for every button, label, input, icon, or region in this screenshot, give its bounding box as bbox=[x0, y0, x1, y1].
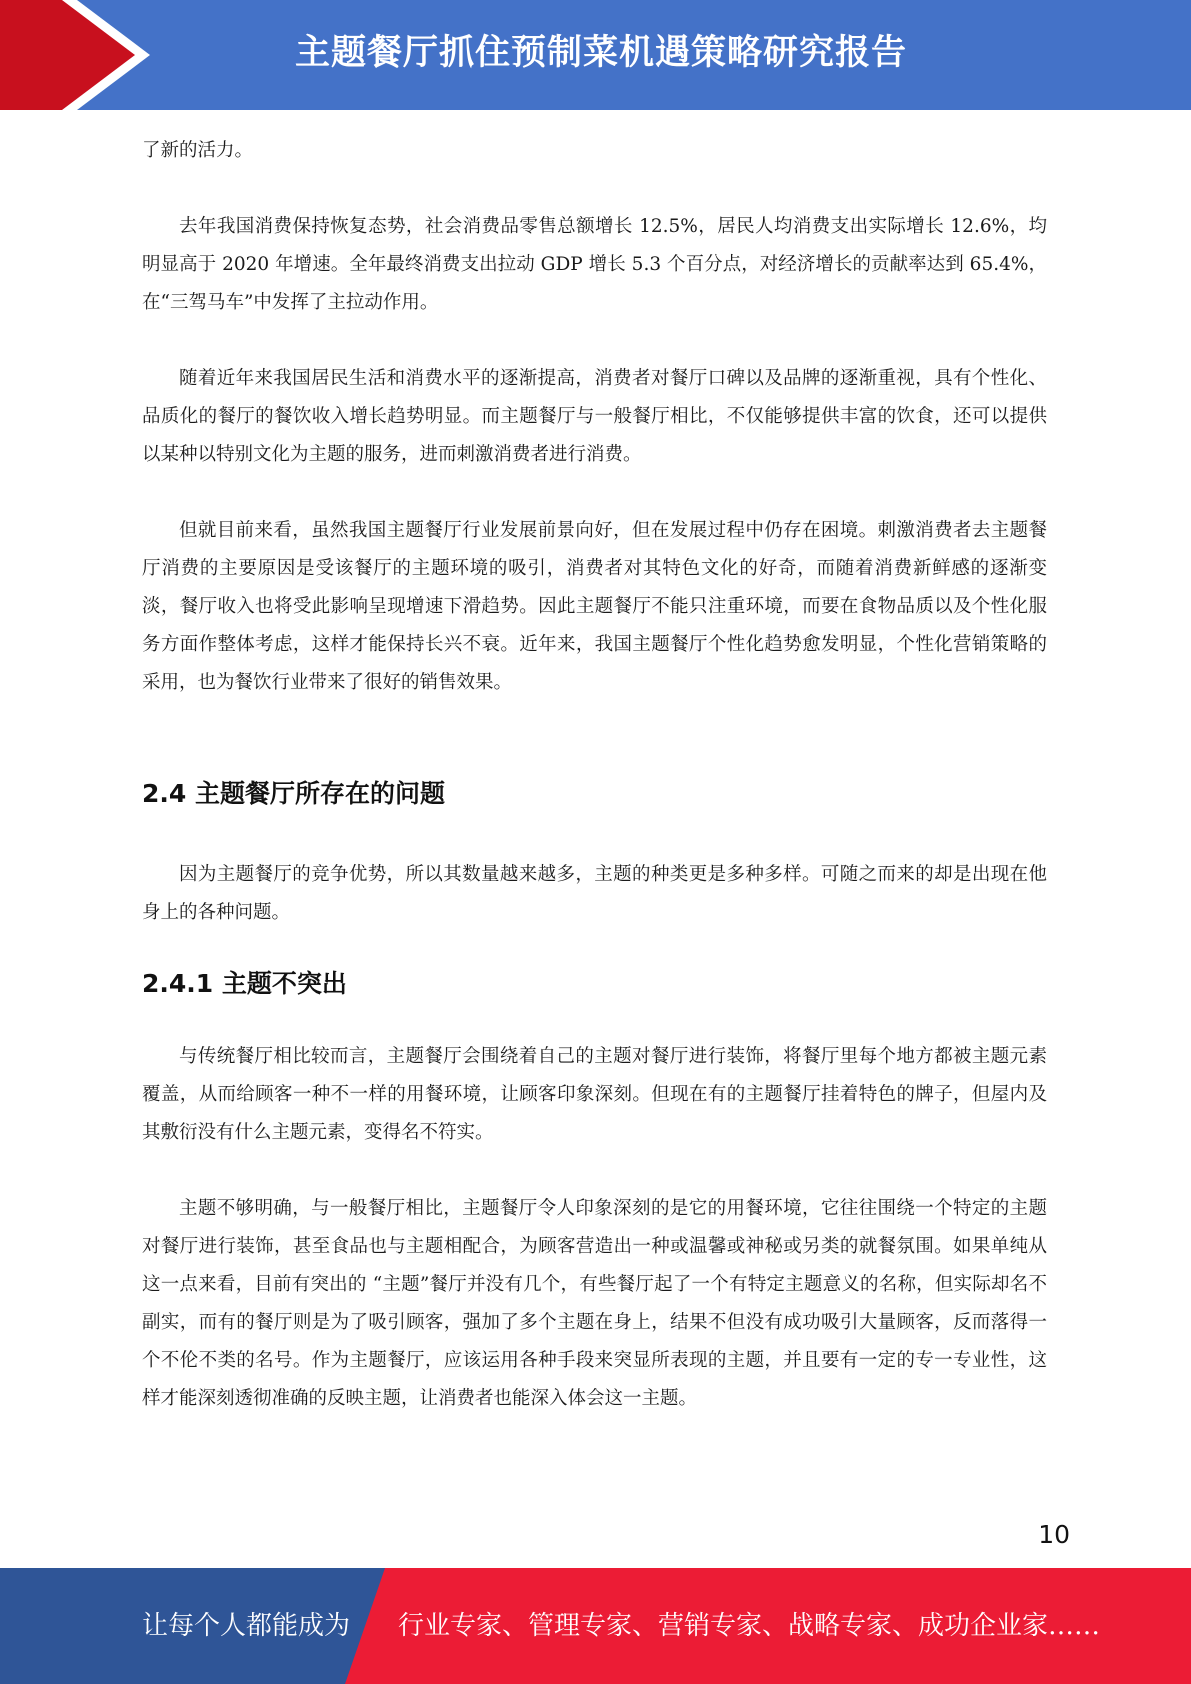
footer-slogan-left: 让每个人都能成为 bbox=[142, 1611, 351, 1641]
report-title: 主题餐厅抓住预制菜机遇策略研究报告 bbox=[295, 33, 908, 73]
footer-banner bbox=[0, 1568, 1191, 1684]
paragraph-theme-unclear: 主题不够明确，与一般餐厅相比，主题餐厅令人印象深刻的是它的用餐环境，它往往围绕一个特定的主题对餐厅进行装饰，甚至食品也与主题相配合，为顾客营造出一种或温馨或神秘或另类的就餐氛围。如果单纯从这一点来看，目前有突出的 “主题”餐厅并没有几个，有些餐厅起了一个有特定主题意义的名称，但实际却名不副实，而有的餐厅则是为了吸引顾客，强加了多个主题在身上，结果不但没有成功吸引大量顾客，反而落得一个不伦不类的名号。作为主题餐厅，应该运用各种手段来突显所表现的主题，并且要有一定的专一专业性，这样才能深刻透彻准确的反映主题，让消费者也能深入体会这一主题。 bbox=[142, 1198, 1047, 1409]
paragraph-industry-challenges: 但就目前来看，虽然我国主题餐厅行业发展前景向好，但在发展过程中仍存在困境。刺激消费者去主题餐厅消费的主要原因是受该餐厅的主题环境的吸引，消费者对其特色文化的好奇，而随着消费新鲜感的逐渐变淡，餐厅收入也将受此影响呈现增速下滑趋势。因此主题餐厅不能只注重环境，而要在食物品质以及个性化服务方面作整体考虑，这样才能保持长兴不衰。近年来，我国主题餐厅个性化趋势愈发明显，个性化营销策略的采用，也为餐饮行业带来了很好的销售效果。 bbox=[142, 520, 1047, 693]
paragraph-theme-decoration: 与传统餐厅相比较而言，主题餐厅会围绕着自己的主题对餐厅进行装饰，将餐厅里每个地方都被主题元素覆盖，从而给顾客一种不一样的用餐环境，让顾客印象深刻。但现在有的主题餐厅挂着特色的牌子，但屋内及其敷衍没有什么主题元素，变得名不符实。 bbox=[142, 1046, 1047, 1143]
page-number: 10 bbox=[1038, 1520, 1070, 1549]
header-banner bbox=[0, 0, 1191, 110]
paragraph-continuation: 了新的活力。 bbox=[142, 140, 254, 161]
paragraph-problems-intro: 因为主题餐厅的竞争优势，所以其数量越来越多，主题的种类更是多种多样。可随之而来的却是出现在他身上的各种问题。 bbox=[142, 864, 1047, 923]
section-heading-2-4: 2.4 主题餐厅所存在的问题 bbox=[142, 779, 445, 808]
page-body bbox=[142, 132, 1047, 1418]
paragraph-consumption-stats: 去年我国消费保持恢复态势，社会消费品零售总额增长 12.5%，居民人均消费支出实际增长 12.6%，均明显高于 2020 年增速。全年最终消费支出拉动 GDP 增长 5.3 个百分点，对经济增长的贡献率达到 65.4%，在“三驾马车”中发挥了主拉动作用。 bbox=[142, 216, 1047, 313]
paragraph-personalization-trend: 随着近年来我国居民生活和消费水平的逐渐提高，消费者对餐厅口碑以及品牌的逐渐重视，具有个性化、品质化的餐厅的餐饮收入增长趋势明显。而主题餐厅与一般餐厅相比，不仅能够提供丰富的饮食，还可以提供以某种以特别文化为主题的服务，进而刺激消费者进行消费。 bbox=[142, 368, 1047, 465]
footer-slogan-right: 行业专家、管理专家、营销专家、战略专家、成功企业家…… bbox=[398, 1611, 1101, 1641]
section-heading-2-4-1: 2.4.1 主题不突出 bbox=[142, 969, 347, 998]
header-chevron-arrow bbox=[0, 0, 140, 110]
